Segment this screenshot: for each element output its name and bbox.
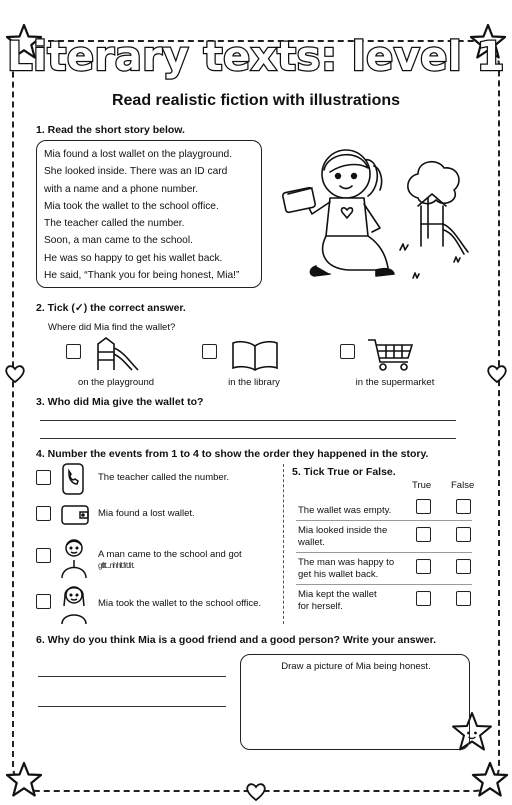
answer-line[interactable] — [40, 438, 456, 439]
heart-icon — [4, 364, 26, 384]
statement-text — [298, 589, 377, 613]
story-line: Mia took the wallet to the school office. — [44, 200, 219, 212]
drawing-box-label: Draw a picture of Mia being honest. — [281, 661, 431, 672]
story-box — [36, 140, 262, 288]
page-title: Literary texts: level 1 — [7, 34, 505, 80]
section-divider — [283, 464, 284, 624]
wallet-icon — [60, 502, 90, 526]
event-text: The teacher called the number. — [98, 472, 229, 483]
order-number-box[interactable] — [36, 548, 51, 563]
q6-heading: 6. Why do you think Mia is a good friend and a good person? Write your answer. — [36, 634, 437, 646]
order-number-box[interactable] — [36, 594, 51, 609]
row-separator — [296, 584, 472, 585]
true-checkbox[interactable] — [416, 527, 431, 542]
heart-icon — [245, 782, 267, 802]
row-separator — [296, 552, 472, 553]
story-line: Soon, a man came to the school. — [44, 235, 193, 247]
heart-icon — [486, 364, 508, 384]
girl-with-wallet-illustration — [268, 128, 478, 288]
event-text: A man came to the school and got — [98, 549, 242, 560]
q2-question: Where did Mia find the wallet? — [48, 322, 176, 333]
false-checkbox[interactable] — [456, 499, 471, 514]
girl-icon — [58, 582, 90, 626]
statement-line: for herself. — [298, 601, 343, 612]
true-checkbox[interactable] — [416, 499, 431, 514]
statement-text — [298, 525, 387, 549]
false-column-header: False — [451, 480, 475, 491]
q5-heading: 5. Tick True or False. — [292, 466, 396, 478]
star-icon — [470, 760, 510, 800]
man-icon — [58, 536, 90, 580]
option-label: in the library — [228, 377, 280, 388]
statement-text — [298, 505, 391, 517]
false-checkbox[interactable] — [456, 559, 471, 574]
statement-line: The man was happy to — [298, 557, 395, 568]
option-label: on the playground — [77, 377, 155, 388]
statement-line: get his wallet back. — [298, 569, 379, 580]
option-checkbox[interactable] — [340, 344, 355, 359]
q2-heading: 2. Tick (✓) the correct answer. — [36, 302, 186, 314]
answer-line[interactable] — [40, 420, 456, 421]
false-checkbox[interactable] — [456, 527, 471, 542]
story-line: Mia found a lost wallet on the playground. — [44, 149, 233, 160]
q3-heading: 3. Who did Mia give the wallet to? — [36, 396, 204, 408]
answer-line[interactable] — [38, 676, 226, 677]
statement-line: wallet. — [298, 537, 325, 548]
true-checkbox[interactable] — [416, 559, 431, 574]
option-checkbox[interactable] — [66, 344, 81, 359]
statement-line: The wallet was empty. — [298, 505, 392, 516]
story-line: He was so happy to get his wallet back. — [44, 252, 223, 264]
event-text: Mia took the wallet to the school office. — [98, 598, 261, 609]
story-line: He said, “Thank you for being honest, Mia!” — [44, 270, 240, 282]
statement-text — [298, 557, 394, 581]
statement-line: Mia kept the wallet — [298, 589, 377, 600]
option-checkbox[interactable] — [202, 344, 217, 359]
q4-heading: 4. Number the events from 1 to 4 to show the order they happened in the story. — [36, 448, 429, 460]
row-separator — [296, 520, 472, 521]
statement-line: Mia looked inside the — [298, 525, 388, 536]
page-subtitle: Read realistic fiction with illustrations — [111, 92, 401, 109]
story-line: She looked inside. There was an ID card — [44, 166, 228, 178]
order-number-box[interactable] — [36, 470, 51, 485]
false-checkbox[interactable] — [456, 591, 471, 606]
event-text: Mia found a lost wallet. — [98, 508, 195, 519]
shopping-cart-icon — [366, 336, 416, 372]
true-checkbox[interactable] — [416, 591, 431, 606]
playground-slide-icon — [92, 336, 140, 372]
phone-icon — [60, 462, 86, 496]
true-column-header: True — [412, 480, 432, 491]
star-icon — [4, 760, 44, 800]
event-scribble: gtltt...nhhlt.frt.frt. — [98, 561, 134, 570]
q1-heading: 1. Read the short story below. — [36, 124, 185, 136]
drawing-box[interactable] — [240, 654, 470, 750]
story-line: The teacher called the number. — [44, 218, 185, 230]
story-line: with a name and a phone number. — [44, 183, 199, 195]
open-book-icon — [230, 338, 280, 372]
order-number-box[interactable] — [36, 506, 51, 521]
answer-line[interactable] — [38, 706, 226, 707]
option-label: in the supermarket — [355, 377, 435, 388]
